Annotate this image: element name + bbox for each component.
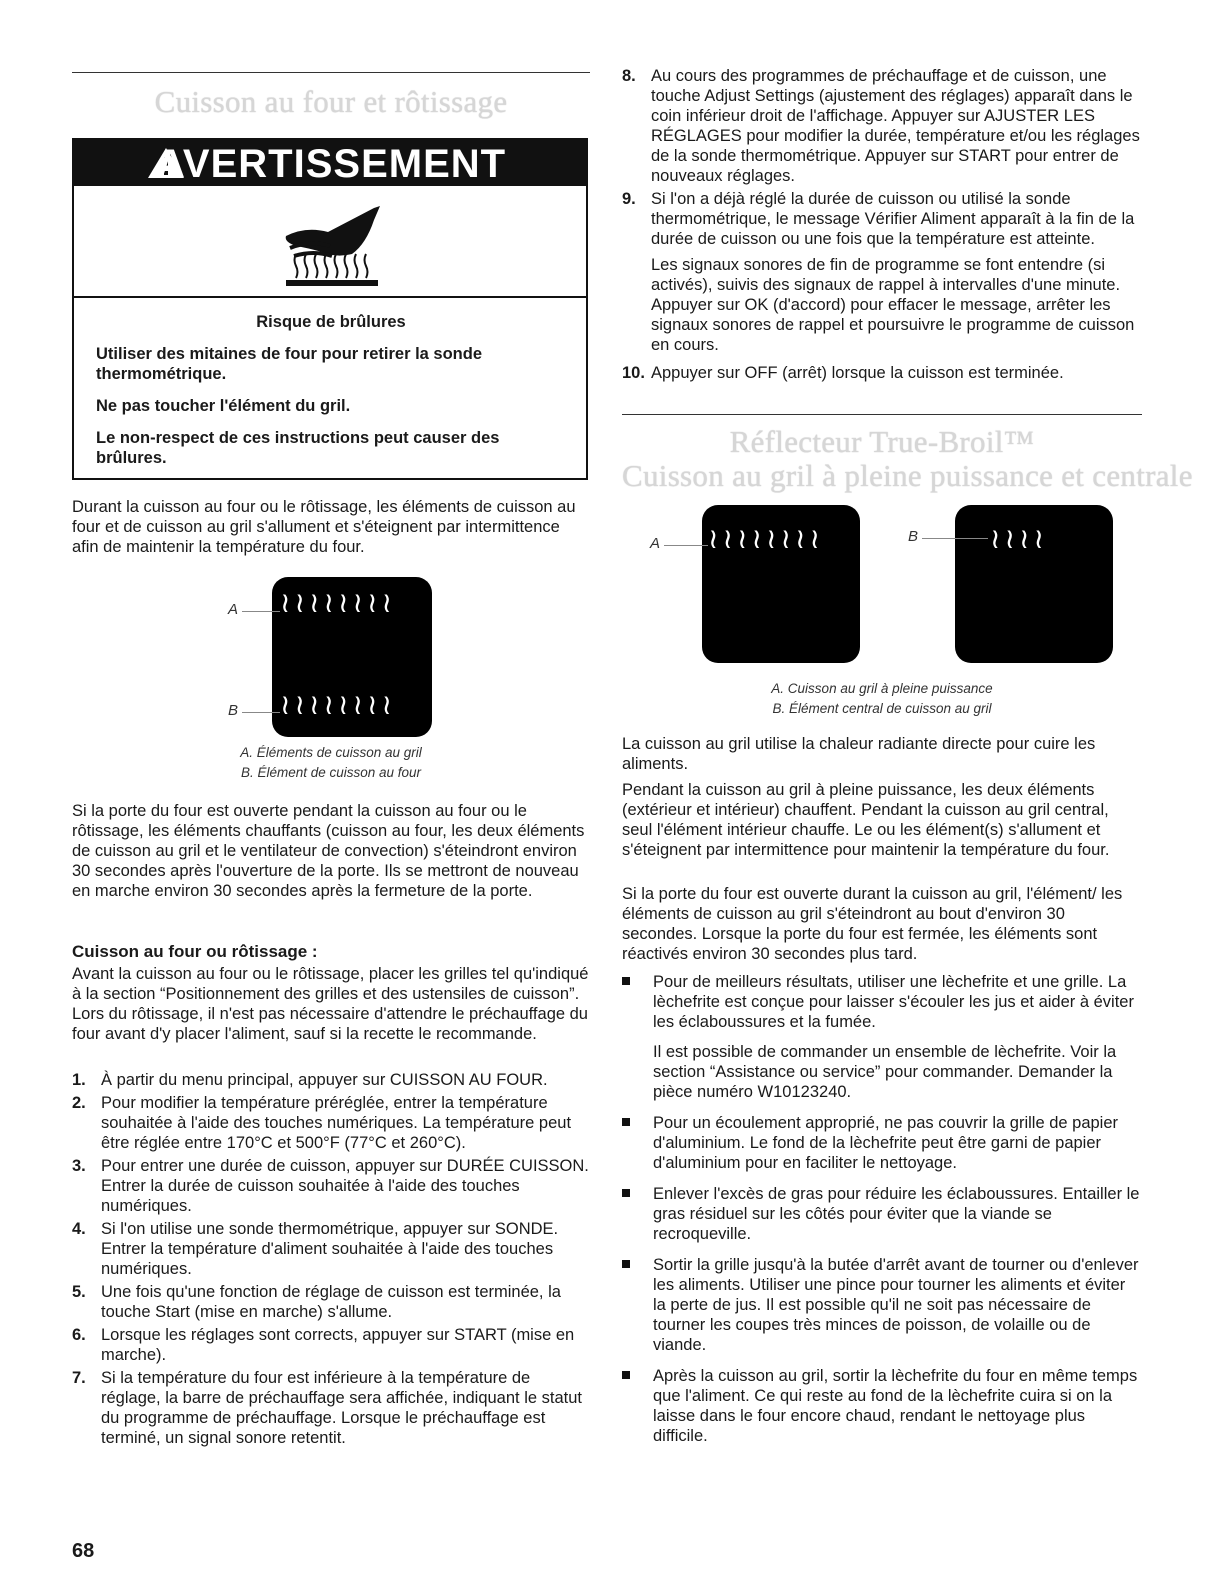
step-text: Appuyer sur OFF (arrêt) lorsque la cuisson est terminée. xyxy=(651,364,1064,382)
warning-box xyxy=(72,138,588,480)
step-item xyxy=(72,1368,590,1448)
leader-line-a-right xyxy=(664,545,708,546)
full-broil-elements: ≀≀≀≀≀≀≀≀ xyxy=(708,522,824,555)
bullet-text: Enlever l'excès de gras pour réduire les éclaboussures. Entailler le gras résiduel sur les côtés pour éviter que la viande se recroqueville. xyxy=(653,1185,1140,1243)
figure-label-a: A xyxy=(228,601,239,618)
section-title-truebroil: Réflecteur True-Broil™ xyxy=(729,424,1035,459)
section-title-baking: Cuisson au four et rôtissage xyxy=(154,84,508,119)
step-item xyxy=(622,363,1142,383)
warning-line-2: Ne pas toucher l'élément du gril. xyxy=(96,397,351,415)
page-number: 68 xyxy=(72,1540,95,1562)
step-item xyxy=(622,189,1142,249)
step-number: 5. xyxy=(72,1283,86,1301)
figure-caption-b-right: B. Élément central de cuisson au gril xyxy=(772,701,992,716)
step-number: 3. xyxy=(72,1157,86,1175)
step-text: Pour entrer une durée de cuisson, appuyer sur DURÉE CUISSON. Entrer la durée de cuisson souhaitée à l'aide des touches numériques. xyxy=(101,1157,589,1215)
step-number: 10. xyxy=(622,364,645,382)
sub-paragraph: Avant la cuisson au four ou le rôtissage, placer les grilles tel qu'indiqué à la section “Positionnement des grilles et des ustensiles de cuisson”. Lors du rôtissage, il n'est pas nécessaire d'attendre le préchauffage du four avant d'y placer l'aliment, sauf si la recette le recommande. xyxy=(72,965,589,1043)
step-number: 4. xyxy=(72,1220,86,1238)
subhead-baking: Cuisson au four ou rôtissage : xyxy=(72,942,318,961)
step-item xyxy=(72,1070,590,1090)
bullet-square-icon xyxy=(622,977,630,985)
step-number: 7. xyxy=(72,1369,86,1387)
leader-line-b-right xyxy=(922,538,988,539)
figure-caption-a: A. Éléments de cuisson au gril xyxy=(240,745,422,760)
figure-label-b: B xyxy=(228,702,239,719)
steps-list-right xyxy=(622,66,1142,386)
center-broil-element: ≀≀≀≀ xyxy=(990,522,1048,555)
warning-title: Risque de brûlures xyxy=(256,313,406,331)
bullet-square-icon xyxy=(622,1189,630,1197)
bullet-square-icon xyxy=(622,1118,630,1126)
step-item xyxy=(622,66,1142,186)
figure-caption-b: B. Élément de cuisson au four xyxy=(240,765,422,780)
step-number: 8. xyxy=(622,67,636,85)
step-number: 2. xyxy=(72,1094,86,1112)
hot-surface-pictogram xyxy=(74,186,586,296)
step-text: Si l'on a déjà réglé la durée de cuisson ou utilisé la sonde thermométrique, le message Vérifier Aliment apparaît à la fin de la durée de cuisson ou une fois que la température est atteinte. xyxy=(651,190,1135,248)
bullet-square-icon xyxy=(622,1371,630,1379)
step-number: 9. xyxy=(622,190,636,208)
step-number: 6. xyxy=(72,1326,86,1344)
warning-line-3: Le non-respect de ces instructions peut causer des brûlures. xyxy=(96,429,500,467)
step-text: Les signaux sonores de fin de programme se font entendre (si activés), suivis des signaux de rappel à intervalles d'une minute. Appuyer sur OK (d'accord) pour effacer le message, arrêter les signaux sonores de rappel et poursuivre le programme de cuisson en cours. xyxy=(651,256,1135,354)
steps-list-left xyxy=(72,1070,590,1451)
broil-para-3: Si la porte du four est ouverte durant la cuisson au gril, l'élément/ les éléments de cuisson au gril s'éteindront au bout d'environ 30 secondes. Lorsque la porte du four est fermée, les éléments sont réactivés environ 30 secondes plus tard. xyxy=(622,885,1123,963)
bullet-list xyxy=(622,972,1142,1457)
warning-body xyxy=(74,296,586,467)
door-paragraph: Si la porte du four est ouverte pendant la cuisson au four ou le rôtissage, les éléments chauffants (cuisson au four, les deux éléments de cuisson au gril et le ventilateur de convection) s'éteindront environ 30 secondes après l'ouverture de la porte. Ils se mettront de nouveau en marche environ 30 secondes après la fermeture de la porte. xyxy=(72,802,585,900)
warning-header-text: AVERTISSEMENT xyxy=(156,142,507,186)
bullet-item xyxy=(622,1113,1142,1173)
intro-paragraph: Durant la cuisson au four ou le rôtissage, les éléments de cuisson au four et de cuisson au gril s'allument et s'éteignent par intermittence afin de maintenir la température du four. xyxy=(72,498,576,556)
step-item xyxy=(72,1156,590,1216)
warning-line-1: Utiliser des mitaines de four pour retirer la sonde thermométrique. xyxy=(96,345,483,383)
broil-para-1: La cuisson au gril utilise la chaleur radiante directe pour cuire les aliments. xyxy=(622,735,1096,773)
step-item xyxy=(72,1219,590,1279)
step-item xyxy=(72,1093,590,1153)
step-text: À partir du menu principal, appuyer sur CUISSON AU FOUR. xyxy=(101,1071,548,1089)
step-item xyxy=(72,1282,590,1322)
figure-label-b-right: B xyxy=(908,528,919,545)
bullet-square-icon xyxy=(622,1260,630,1268)
bullet-text: Pour un écoulement approprié, ne pas couvrir la grille de papier d'aluminium. Le fond de la lèchefrite peut être garni de papier d'aluminium pour en faciliter le nettoyage. xyxy=(653,1114,1119,1172)
step-text: Une fois qu'une fonction de réglage de cuisson est terminée, la touche Start (mise en marche) s'allume. xyxy=(101,1283,561,1321)
step-number: 1. xyxy=(72,1071,86,1089)
step-text: Pour modifier la température préréglée, entrer la température souhaitée à l'aide des touches numériques. La température peut être réglée entre 170°C et 500°F (77°C et 260°C). xyxy=(101,1094,572,1152)
bullet-item xyxy=(622,972,1142,1102)
bullet-text: Sortir la grille jusqu'à la butée d'arrêt avant de tourner ou d'enlever les aliments. Utiliser une pince pour tourner les aliments et éviter la perte de jus. Il est possible qu'il ne soit pas nécessaire de tourner les coupes très minces de poisson, de volaille ou de viande. xyxy=(653,1256,1139,1354)
broil-para-2: Pendant la cuisson au gril à pleine puissance, les deux éléments (extérieur et intérieur) chauffent. Pendant la cuisson au gril central, seul l'élément intérieur chauffe. Le ou les élément(s) s'allument et s'éteignent par intermittence pour maintenir la température du four. xyxy=(622,781,1110,859)
bullet-item xyxy=(622,1184,1142,1244)
bullet-text: Après la cuisson au gril, sortir la lèchefrite du four en même temps que l'aliment. Ce qui reste au fond de la lèchefrite cuira si on la laisse dans le four encore chaud, rendant le nettoyage plus difficile. xyxy=(653,1367,1138,1445)
broil-elements: ≀≀≀≀≀≀≀≀ xyxy=(280,586,396,619)
right-section-rule xyxy=(622,414,1142,415)
warning-header xyxy=(74,140,586,186)
step-note xyxy=(622,255,1142,355)
figure-caption-a-right: A. Cuisson au gril à pleine puissance xyxy=(771,681,993,696)
bake-element: ≀≀≀≀≀≀≀≀ xyxy=(280,688,396,721)
left-top-rule xyxy=(72,72,590,73)
leader-line-a xyxy=(242,611,280,612)
section-title-broil-modes: Cuisson au gril à pleine puissance et centrale xyxy=(622,458,1193,493)
bullet-sub-paragraph: Il est possible de commander un ensemble de lèchefrite. Voir la section “Assistance ou service” pour commander. Demander la pièce numéro W10123240. xyxy=(653,1043,1117,1101)
figure-label-a-right: A xyxy=(650,535,661,552)
hot-surface-hand-icon xyxy=(74,186,586,296)
step-text: Si la température du four est inférieure à la température de réglage, la barre de préchauffage sera affichée, indiquant le statut du programme de préchauffage. Lorsque le préchauffage est terminé, un signal sonore retentit. xyxy=(101,1369,582,1447)
step-text: Au cours des programmes de préchauffage et de cuisson, une touche Adjust Settings (ajustement des réglages) apparaît dans le coin inférieur droit de l'affichage. Appuyer sur AJUSTER LES RÉGLAGES pour modifier la durée, température et/ou les réglages de la sonde thermométrique. Appuyer sur START pour entrer de nouveaux réglages. xyxy=(651,67,1140,185)
bullet-item xyxy=(622,1366,1142,1446)
step-text: Si l'on utilise une sonde thermométrique, appuyer sur SONDE. Entrer la température d'aliment souhaitée à l'aide des touches numériques. xyxy=(101,1220,559,1278)
step-text: Lorsque les réglages sont corrects, appuyer sur START (mise en marche). xyxy=(101,1326,575,1364)
step-item xyxy=(72,1325,590,1365)
bullet-item xyxy=(622,1255,1142,1355)
bullet-text: Pour de meilleurs résultats, utiliser une lèchefrite et une grille. La lèchefrite est conçue pour laisser s'écouler les jus et aider à éviter les éclaboussures et la fumée. xyxy=(653,973,1134,1031)
leader-line-b xyxy=(242,712,280,713)
